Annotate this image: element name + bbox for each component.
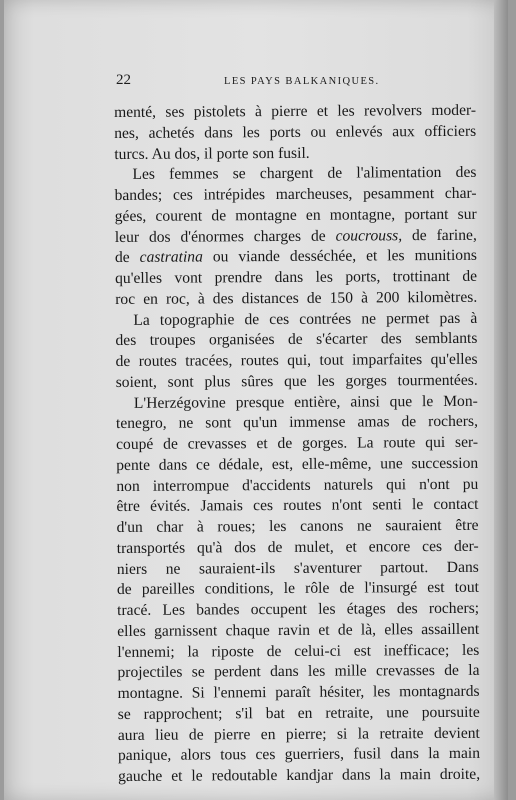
text-line: qu'elles vont prendre dans les ports, trottinant de — [115, 267, 478, 287]
text-line: bandes; ces intrépides marcheuses, pesamment char- — [114, 184, 477, 204]
body-text — [114, 101, 480, 788]
text-line: coupé de crevasses et de gorges. La route qui ser- — [116, 433, 479, 453]
text-line: tenegro, ne sont qu'un immense amas de rochers, — [115, 413, 479, 433]
text-line: niers ne sauraient-ils s'aventurer partout. Dans — [116, 558, 479, 578]
text-line: se rapprochent; s'il bat en retraite, une poursuite — [117, 703, 480, 723]
page-number: 22 — [116, 72, 131, 88]
text-line: d'un char à roues; les canons ne sauraient être — [116, 516, 479, 536]
text-line: des troupes organisées de s'écarter des semblants — [115, 330, 478, 350]
text-fragment: de — [114, 249, 140, 267]
text-line: L'Herzégovine presque entière, ainsi que le Mon- — [133, 392, 478, 412]
text-line: pente dans ce dédale, est, elle-même, une succession — [116, 454, 479, 474]
text-line — [115, 225, 477, 248]
text-line: de routes tracées, routes qui, tout imparfaites qu'elles — [115, 350, 478, 370]
text-line: menté, ses pistolets à pierre et les revolvers moder- — [114, 101, 477, 121]
text-line: projectiles se perdent dans les mille crevasses de la — [117, 662, 480, 682]
text-line: La topographie de ces contrées ne permet pas à — [133, 309, 478, 329]
text-line: gauche et le redoutable kandjar dans la main droite, — [118, 765, 481, 785]
italic-term-coucrouss: coucrouss, — [335, 226, 403, 245]
text-line: Les femmes se chargent de l'alimentation des — [132, 164, 477, 184]
text-line: nes, achetés dans les ports ou enlevés aux officiers — [114, 122, 477, 142]
text-line: aura lieu de pierre en pierre; si la retraite devient — [117, 724, 480, 744]
text-line: non interrompue d'accidents naturels qui n'ont pu — [116, 475, 479, 495]
page-gutter-shadow — [494, 0, 508, 800]
text-line: soient, sont plus sûres que les gorges tourmentées. — [115, 371, 478, 391]
text-line: transportés qu'à dos de mulet, et encore ces der- — [116, 537, 479, 557]
text-fragment: ou viande desséchée, et les munitions — [202, 247, 477, 266]
text-line: tracé. Les bandes occupent les étages des rochers; — [117, 599, 480, 619]
text-line: elles garnissent chaque ravin et de là, elles assaillent — [117, 620, 480, 640]
text-line: l'ennemi; la riposte de celui-ci est inefficace; les — [117, 641, 480, 661]
text-fragment: leur dos d'énormes charges de — [114, 227, 336, 246]
text-line: gées, courent de montagne en montagne, portant sur — [114, 205, 477, 225]
text-line: de pareilles conditions, le rôle de l'insurgé est tout — [116, 579, 480, 599]
text-line: turcs. Au dos, il porte son fusil. — [114, 144, 310, 163]
running-title: LES PAYS BALKANIQUES. — [224, 76, 380, 87]
text-line: montagne. Si l'ennemi paraît hésiter, les montagnards — [117, 682, 480, 702]
text-line — [115, 246, 477, 269]
text-line: panique, alors tous ces guerriers, fusil dans la main — [117, 745, 481, 765]
text-fragment: de farine, — [402, 226, 477, 244]
page-header — [116, 72, 474, 92]
italic-term-castratina: castratina — [139, 248, 203, 267]
text-line: roc en roc, à des distances de 150 à 200 kilomètres. — [115, 288, 478, 308]
text-line: être évités. Jamais ces routes n'ont senti le contact — [116, 496, 479, 516]
